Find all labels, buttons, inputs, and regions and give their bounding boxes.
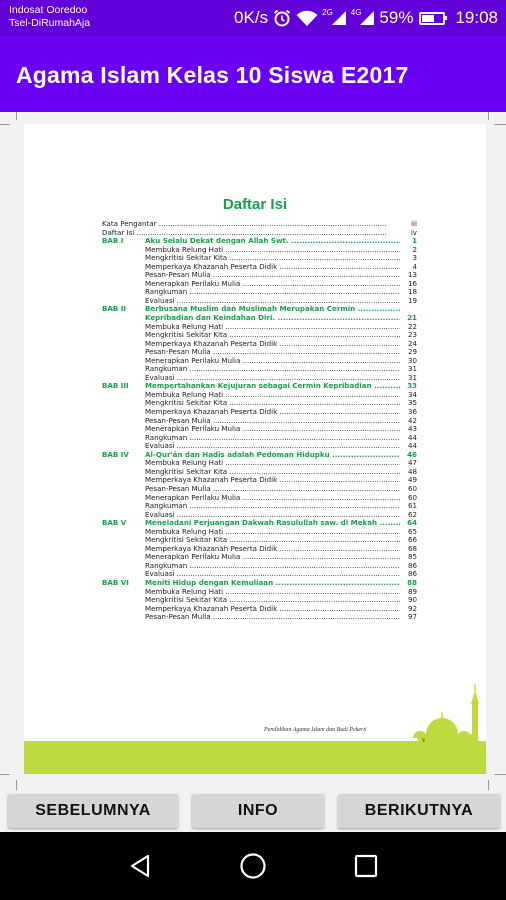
toc-page-number: iv [410, 227, 417, 237]
carrier-line-1: Indosat Ooredoo [9, 4, 88, 16]
toc-row [102, 485, 417, 494]
toc-row [102, 417, 417, 426]
toc-entry-title: Mengkritisi Sekitar Kita ..... [145, 399, 400, 408]
toc-entry-title: Kepribadian dan Keindahan Diri. ..... [145, 314, 400, 323]
toc-entry-title: Membuka Relung Hati ..... [145, 323, 400, 332]
toc-entry-title: Berbusana Muslim dan Muslimah Merupakan Cermin ..... [145, 305, 400, 314]
toc-row [102, 459, 417, 468]
toc-page-number: 22 [407, 321, 417, 331]
toc-page-number: 92 [407, 603, 417, 613]
toc-page-number: 44 [407, 432, 417, 442]
toc-page-number: 31 [407, 364, 417, 374]
toc-entry-title: Memperkaya Khazanah Peserta Didik ..... [145, 408, 400, 417]
toc-entry-title: Mengkritisi Sekitar Kita ..... [145, 331, 400, 340]
network-type-label: 2G [322, 7, 333, 17]
toc-entry-title: Membuka Relung Hati ..... [145, 391, 400, 400]
toc-row [102, 502, 417, 511]
toc-page-number: 19 [407, 295, 417, 305]
toc-row [102, 280, 417, 289]
toc-page-number: 48 [407, 466, 417, 476]
toc-entry-title: Rangkuman ..... [145, 288, 400, 297]
toc-entry-title: Memperkaya Khazanah Peserta Didik ..... [145, 605, 400, 614]
toc-page-number: 66 [407, 535, 417, 545]
toc-page-number: 35 [407, 398, 417, 408]
navigation-bar [0, 832, 506, 900]
toc-entry-title: Mempertahankan Kejujuran sebagai Cermin Kepribadian ..... [145, 382, 400, 391]
toc-page-number: 86 [407, 569, 417, 579]
toc-page-number: 21 [407, 313, 417, 323]
toc-entry-title: Pesan-Pesan Mulia ..... [145, 417, 400, 426]
battery-percent: 59% [379, 8, 414, 27]
footer-text: Pendidikan Agama Islam dan Budi Pekerti [264, 727, 367, 733]
crop-mark [488, 112, 489, 120]
toc-row [102, 374, 417, 383]
toc-page-number: 36 [407, 407, 417, 417]
toc-chapter-label: BAB VI [102, 577, 129, 587]
toc-page-number: 60 [407, 483, 417, 493]
alarm-icon [272, 8, 292, 28]
toc-chapter-label: BAB IV [102, 449, 129, 459]
toc-page-number: 18 [407, 287, 417, 297]
toc-entry-title: Evaluasi ..... [145, 297, 400, 306]
wifi-icon [296, 9, 318, 27]
toc-page-number: 2 [412, 244, 417, 254]
toc-title: Daftar Isi [222, 196, 288, 213]
crop-mark [16, 112, 17, 120]
toc-row [102, 229, 417, 238]
recents-icon[interactable] [350, 850, 382, 882]
toc-entry-title: Evaluasi ..... [145, 511, 400, 520]
toc-chapter-row [102, 237, 417, 246]
document-page [24, 124, 486, 774]
toc-entry-title: Rangkuman ..... [145, 502, 400, 511]
toc-page-number: 65 [407, 526, 417, 536]
toc-chapter-label: BAB II [102, 304, 127, 314]
toc-page-number: 62 [407, 509, 417, 519]
toc-entry-title: Memperkaya Khazanah Peserta Didik ..... [145, 545, 400, 554]
network-type-label: 4G [350, 7, 362, 17]
toc-page-number: 49 [407, 475, 417, 485]
toc-row [102, 288, 417, 297]
toc-entry-title: Menerapkan Perilaku Mulia ..... [145, 425, 400, 434]
toc-row [102, 365, 417, 374]
toc-row [102, 476, 417, 485]
toc-page-number: 86 [407, 560, 417, 570]
toc-page-number: 46 [407, 449, 417, 459]
toc-row [102, 357, 417, 366]
toc-row [102, 323, 417, 332]
toc-entry-title: Kata Pengantar ..... [102, 220, 387, 229]
info-button[interactable]: INFO [192, 794, 324, 828]
toc-entry-title: Pesan-Pesan Mulia ..... [145, 271, 400, 280]
toc-page-number: 31 [407, 372, 417, 382]
toc-row [102, 399, 417, 408]
toc-row [102, 408, 417, 417]
app-title: Agama Islam Kelas 10 Siswa E2017 [16, 62, 409, 88]
toc-row [102, 442, 417, 451]
home-icon[interactable] [237, 850, 269, 882]
status-icons [234, 6, 498, 30]
signal-icon [350, 7, 376, 26]
toc-row [102, 605, 417, 614]
toc-row [102, 570, 417, 579]
toc-entry-title: Mengkritisi Sekitar Kita ..... [145, 596, 400, 605]
toc-page-number: 64 [407, 518, 417, 528]
crop-mark [488, 780, 489, 790]
footer-band [24, 741, 486, 774]
toc-chapter-row [102, 382, 417, 391]
toc-entry-title: Pesan-Pesan Mulia ..... [145, 613, 400, 622]
toc-entry-title: Evaluasi ..... [145, 570, 400, 579]
toc-row [102, 348, 417, 357]
toc-page-number: 43 [407, 424, 417, 434]
toc-row [102, 511, 417, 520]
toc-page-number: 4 [412, 261, 417, 271]
toc-entry-title: Menerapkan Perilaku Mulia ..... [145, 280, 400, 289]
toc-page-number: 3 [412, 253, 417, 263]
toc-entry-title: Memperkaya Khazanah Peserta Didik ..... [145, 340, 400, 349]
crop-mark [494, 124, 506, 125]
toc-row [102, 494, 417, 503]
toc-entry-title: Rangkuman ..... [145, 562, 400, 571]
toc-entry-title: Memperkaya Khazanah Peserta Didik ..... [145, 263, 400, 272]
toc-entry-title: Evaluasi ..... [145, 442, 400, 451]
toc-page-number: 44 [407, 441, 417, 451]
toc-row [102, 220, 417, 229]
carrier-info [9, 4, 90, 30]
toc-entry-title: Memperkaya Khazanah Peserta Didik ..... [145, 476, 400, 485]
battery-icon [419, 12, 445, 25]
back-icon[interactable] [124, 850, 156, 882]
toc-entry-title: Membuka Relung Hati ..... [145, 246, 400, 255]
toc-row [102, 263, 417, 272]
toc-entry-title: Membuka Relung Hati ..... [145, 588, 400, 597]
toc-chapter-row [102, 305, 417, 314]
toc-entry-title: Pesan-Pesan Mulia ..... [145, 485, 400, 494]
toc-entry-title: Aku Selalu Dekat dengan Allah Swt. ..... [145, 237, 400, 246]
document-viewer[interactable] [0, 112, 506, 832]
toc-entry-title: Pesan-Pesan Mulia ..... [145, 348, 400, 357]
toc-row [102, 536, 417, 545]
toc-chapter-row [102, 579, 417, 588]
toc-chapter-label: BAB I [102, 236, 124, 246]
toc-row [102, 340, 417, 349]
previous-button[interactable]: SEBELUMNYA [8, 794, 178, 828]
toc-row [102, 553, 417, 562]
toc-entry-title: Daftar Isi ..... [102, 229, 387, 238]
toc-row [102, 545, 417, 554]
mosque-icon [408, 684, 486, 746]
crop-mark [16, 780, 17, 790]
toc-chapter-row [102, 519, 417, 528]
toc-page-number: 42 [407, 415, 417, 425]
toc-page-number: 97 [407, 612, 417, 622]
toc-row [102, 391, 417, 400]
toc-page-number: 61 [407, 501, 417, 511]
toc-entry-title: Mengkritisi Sekitar Kita ..... [145, 536, 400, 545]
toc-page-number: 89 [407, 586, 417, 596]
table-of-contents [102, 220, 417, 622]
toc-row [102, 588, 417, 597]
crop-mark [0, 774, 10, 775]
toc-page-number: iii [411, 219, 417, 228]
toc-page-number: 90 [407, 595, 417, 605]
toc-page-number: 13 [407, 270, 417, 280]
toc-page-number: 23 [407, 330, 417, 340]
toc-row [102, 562, 417, 571]
toc-row [102, 468, 417, 477]
toc-page-number: 60 [407, 492, 417, 502]
toc-entry-title: Rangkuman ..... [145, 434, 400, 443]
toc-row [102, 297, 417, 306]
toc-entry-title: Membuka Relung Hati ..... [145, 459, 400, 468]
toc-page-number: 68 [407, 543, 417, 553]
net-speed: 0K/s [234, 8, 269, 27]
toc-row [102, 434, 417, 443]
carrier-line-2: Tsel-DiRumahAja [9, 17, 91, 29]
toc-entry-title: Meneladani Perjuangan Dakwah Rasulullah saw. di Mekah ..... [145, 519, 400, 528]
next-button[interactable]: BERIKUTNYA [338, 794, 500, 828]
toc-entry-title: Al-Qur'ān dan Hadis adalah Pedoman Hidupku ..... [145, 451, 400, 460]
toc-page-number: 24 [407, 338, 417, 348]
clock: 19:08 [455, 8, 498, 27]
toc-page-number: 16 [407, 278, 417, 288]
toc-page-number: 29 [407, 347, 417, 357]
toc-entry-title: Menerapkan Perilaku Mulia ..... [145, 553, 400, 562]
toc-row [102, 314, 417, 323]
toc-entry-title: Meniti Hidup dengan Kemuliaan ..... [145, 579, 400, 588]
toc-page-number: 30 [407, 355, 417, 365]
toc-page-number: 34 [407, 389, 417, 399]
toc-row [102, 613, 417, 622]
toc-row [102, 425, 417, 434]
toc-row [102, 528, 417, 537]
status-bar [0, 0, 506, 36]
toc-entry-title: Membuka Relung Hati ..... [145, 528, 400, 537]
toc-row [102, 254, 417, 263]
toc-entry-title: Evaluasi ..... [145, 374, 400, 383]
toc-entry-title: Mengkritisi Sekitar Kita ..... [145, 254, 400, 263]
crop-mark [0, 124, 10, 125]
toc-row [102, 331, 417, 340]
toc-page-number: 1 [412, 236, 417, 246]
toc-chapter-row [102, 451, 417, 460]
toc-row [102, 271, 417, 280]
toc-entry-title: Menerapkan Perilaku Mulia ..... [145, 494, 400, 503]
crop-mark [494, 774, 506, 775]
signal-icon [322, 7, 347, 26]
toc-page-number: 47 [407, 458, 417, 468]
toc-row [102, 246, 417, 255]
toc-row [102, 596, 417, 605]
page-number: v [422, 736, 426, 744]
toc-chapter-label: BAB III [102, 381, 129, 391]
toc-entry-title: Rangkuman ..... [145, 365, 400, 374]
toc-entry-title: Menerapkan Perilaku Mulia ..... [145, 357, 400, 366]
toc-page-number: 33 [407, 381, 417, 391]
app-bar [0, 36, 506, 112]
toc-page-number: 88 [407, 577, 417, 587]
toc-page-number: 85 [407, 552, 417, 562]
toc-entry-title: Mengkritisi Sekitar Kita ..... [145, 468, 400, 477]
toc-chapter-label: BAB V [102, 518, 127, 528]
